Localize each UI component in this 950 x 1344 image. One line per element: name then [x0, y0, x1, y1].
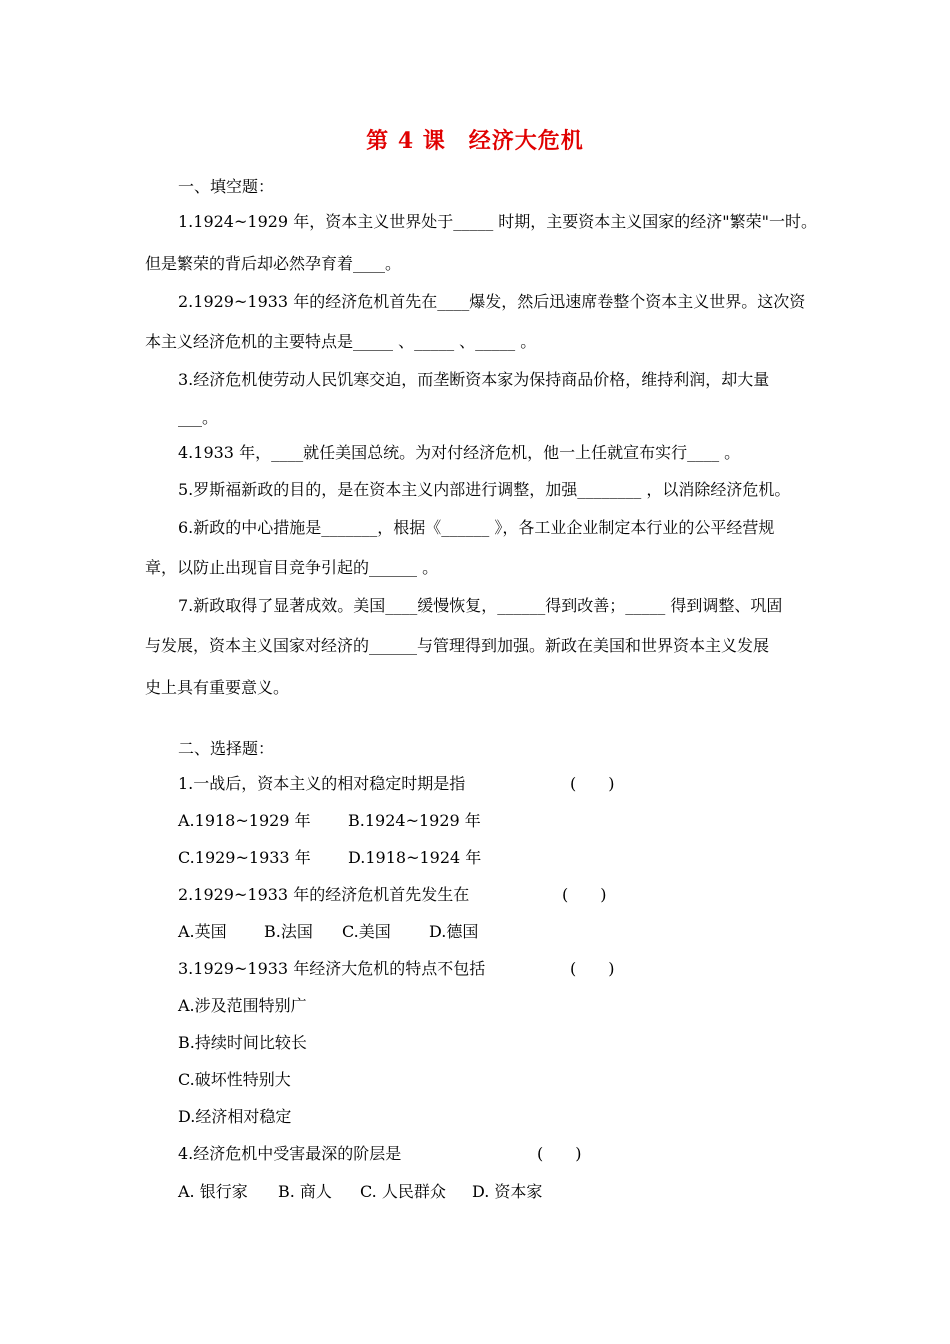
- q3-option-d: D.经济相对稳定: [178, 1107, 292, 1126]
- fill-line-10: 章，以防止出现盲目竞争引起的______ 。: [145, 558, 439, 577]
- q2-answer-paren: ( ): [562, 885, 607, 904]
- q4-option-a: A. 银行家: [178, 1182, 248, 1201]
- fill-line-4: 本主义经济危机的主要特点是_____ 、_____ 、_____ 。: [145, 332, 537, 351]
- fill-line-1: 1.1924~1929 年，资本主义世界处于_____ 时期，主要资本主义国家的经济"繁荣"一时。: [178, 212, 818, 231]
- fill-line-13: 史上具有重要意义。: [145, 678, 290, 697]
- q1-answer-paren: ( ): [570, 774, 615, 793]
- q1-stem: 1.一战后，资本主义的相对稳定时期是指: [178, 774, 466, 793]
- q4-option-c: C. 人民群众: [360, 1182, 446, 1201]
- q3-answer-paren: ( ): [570, 959, 615, 978]
- fill-line-3: 2.1929~1933 年的经济危机首先在____爆发，然后迅速席卷整个资本主义世界。这次资: [178, 292, 806, 311]
- fill-line-11: 7.新政取得了显著成效。美国____缓慢恢复，______得到改善；_____ 得到调整、巩固: [178, 596, 783, 615]
- fill-line-5: 3.经济危机使劳动人民饥寒交迫，而垄断资本家为保持商品价格，维持利润，却大量: [178, 370, 770, 389]
- fill-line-12: 与发展，资本主义国家对经济的______与管理得到加强。新政在美国和世界资本主义发展: [145, 636, 770, 655]
- page-title: 第 4 课 经济大危机: [366, 128, 584, 154]
- fill-line-7: 4.1933 年，____就任美国总统。为对付经济危机，他一上任就宣布实行____ 。: [178, 443, 741, 462]
- q3-stem: 3.1929~1933 年经济大危机的特点不包括: [178, 959, 486, 978]
- q4-stem: 4.经济危机中受害最深的阶层是: [178, 1144, 402, 1163]
- q2-option-a: A.英国: [178, 922, 227, 941]
- q1-option-a: A.1918~1929 年: [178, 811, 311, 830]
- choice-heading: 二、选择题：: [178, 739, 275, 758]
- q2-option-c: C.美国: [342, 922, 391, 941]
- q3-option-b: B.持续时间比较长: [178, 1033, 307, 1052]
- q2-option-b: B.法国: [264, 922, 313, 941]
- fill-heading: 一、填空题：: [178, 177, 275, 196]
- q4-option-b: B. 商人: [278, 1182, 332, 1201]
- fill-line-8: 5.罗斯福新政的目的，是在资本主义内部进行调整，加强________ ，以消除经济危机。: [178, 480, 791, 499]
- fill-line-6: ___。: [178, 408, 219, 427]
- q4-option-d: D. 资本家: [472, 1182, 543, 1201]
- q2-option-d: D.德国: [429, 922, 479, 941]
- q3-option-a: A.涉及范围特别广: [178, 996, 307, 1015]
- q1-option-b: B.1924~1929 年: [348, 811, 481, 830]
- fill-line-2: 但是繁荣的背后却必然孕育着____。: [145, 254, 402, 273]
- q4-answer-paren: ( ): [537, 1144, 582, 1163]
- fill-line-9: 6.新政的中心措施是_______，根据《______ 》，各工业企业制定本行业的公平经营规: [178, 518, 775, 537]
- q1-option-d: D.1918~1924 年: [348, 848, 482, 867]
- q1-option-c: C.1929~1933 年: [178, 848, 311, 867]
- q3-option-c: C.破坏性特别大: [178, 1070, 291, 1089]
- q2-stem: 2.1929~1933 年的经济危机首先发生在: [178, 885, 470, 904]
